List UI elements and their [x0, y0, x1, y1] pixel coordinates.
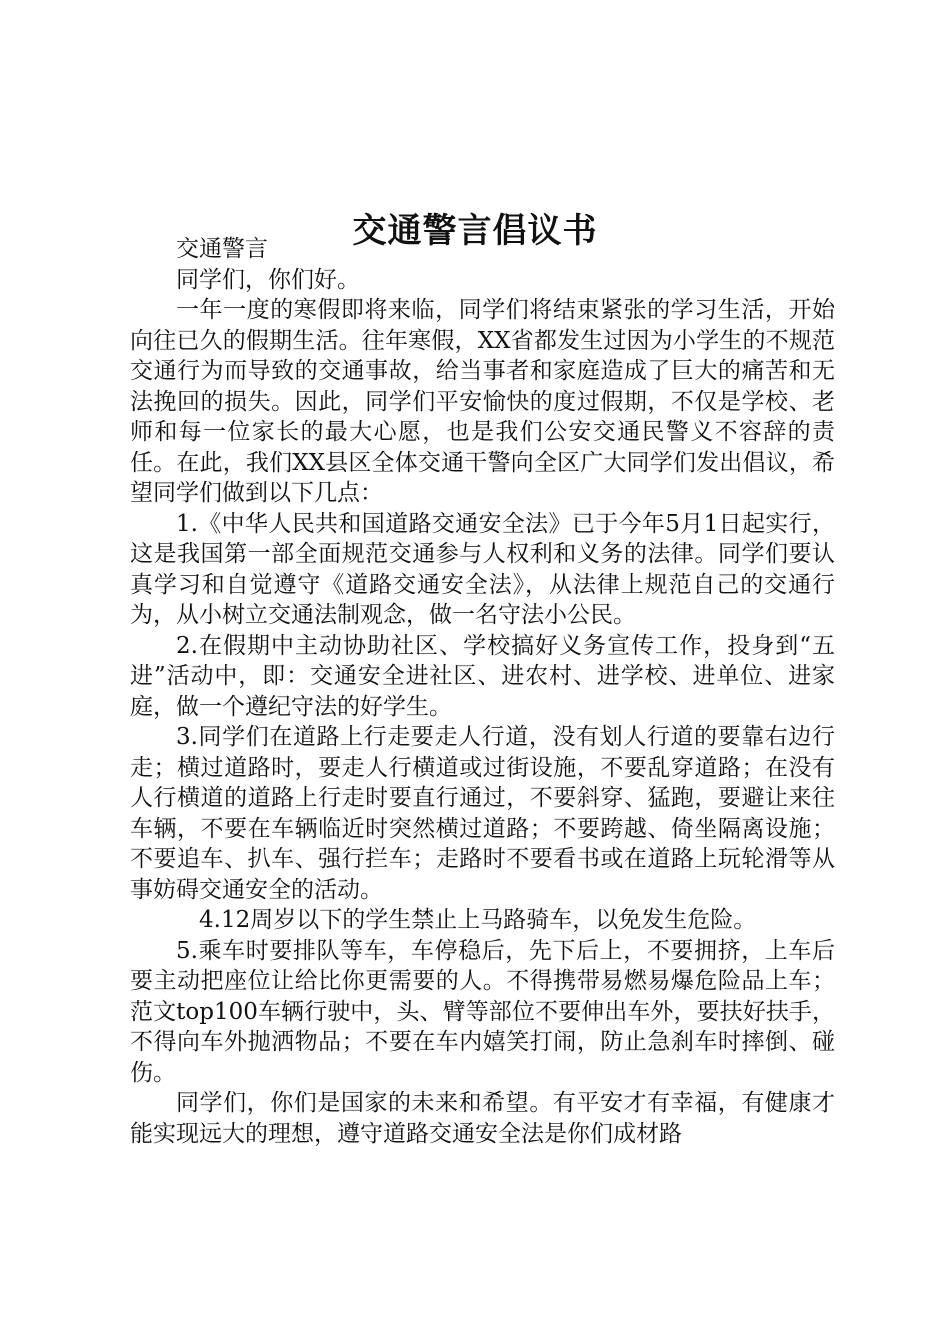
- document-title: 交通警言倡议书: [352, 210, 598, 251]
- paragraph-intro: 一年一度的寒假即将来临，同学们将结束紧张的学习生活，开始向往已久的假期生活。往年寒假，XX省都发生过因为小学生的不规范交通行为而导致的交通事故，给当事者和家庭造成了巨大的痛苦和无法挽回的损失。因此，同学们平安愉快的度过假期，不仅是学校、老师和每一位家长的最大心愿，也是我们公安交通民警义不容辞的责任。在此，我们XX县区全体交通干警向全区广大同学们发出倡议，希望同学们做到以下几点：: [130, 297, 835, 506]
- paragraph-item-5: 5.乘车时要排队等车，车停稳后，先下后上，不要拥挤，上车后要主动把座位让给比你更需要的人。不得携带易燃易爆危险品上车；范文top100车辆行驶中，头、臂等部位不要伸出车外，要扶好扶手，不得向车外抛洒物品；不要在车内嬉笑打闹，防止急刹车时摔倒、碰伤。: [130, 937, 835, 1086]
- paragraph-subtitle: 交通警言: [176, 236, 268, 262]
- paragraph-item-4: 4.12周岁以下的学生禁止上马路骑车，以免发生危险。: [199, 907, 757, 933]
- paragraph-closing: 同学们，你们是国家的未来和希望。有平安才有幸福，有健康才能实现远大的理想，遵守道路交通安全法是你们成材路: [130, 1090, 835, 1147]
- paragraph-item-3: 3.同学们在道路上行走要走人行道，没有划人行道的要靠右边行走；横过道路时，要走人行横道或过街设施，不要乱穿道路；在没有人行横道的道路上行走时要直行通过，不要斜穿、猛跑，要避让来往车辆，不要在车辆临近时突然横过道路；不要跨越、倚坐隔离设施；不要追车、扒车、强行拦车；走路时不要看书或在道路上玩轮滑等从事妨碍交通安全的活动。: [130, 724, 835, 903]
- paragraph-item-2: 2.在假期中主动协助社区、学校搞好义务宣传工作，投身到“五进”活动中，即：交通安全进社区、进农村、进学校、进单位、进家庭，做一个遵纪守法的好学生。: [130, 632, 835, 720]
- paragraph-greeting: 同学们，你们好。: [176, 266, 360, 293]
- paragraph-item-1: 1.《中华人民共和国道路交通安全法》已于今年5月1日起实行，这是我国第一部全面规范交通参与人权利和义务的法律。同学们要认真学习和自觉遵守《道路交通安全法》，从法律上规范自己的交通行为，从小树立交通法制观念，做一名守法小公民。: [130, 510, 835, 628]
- document-body: [130, 234, 835, 1149]
